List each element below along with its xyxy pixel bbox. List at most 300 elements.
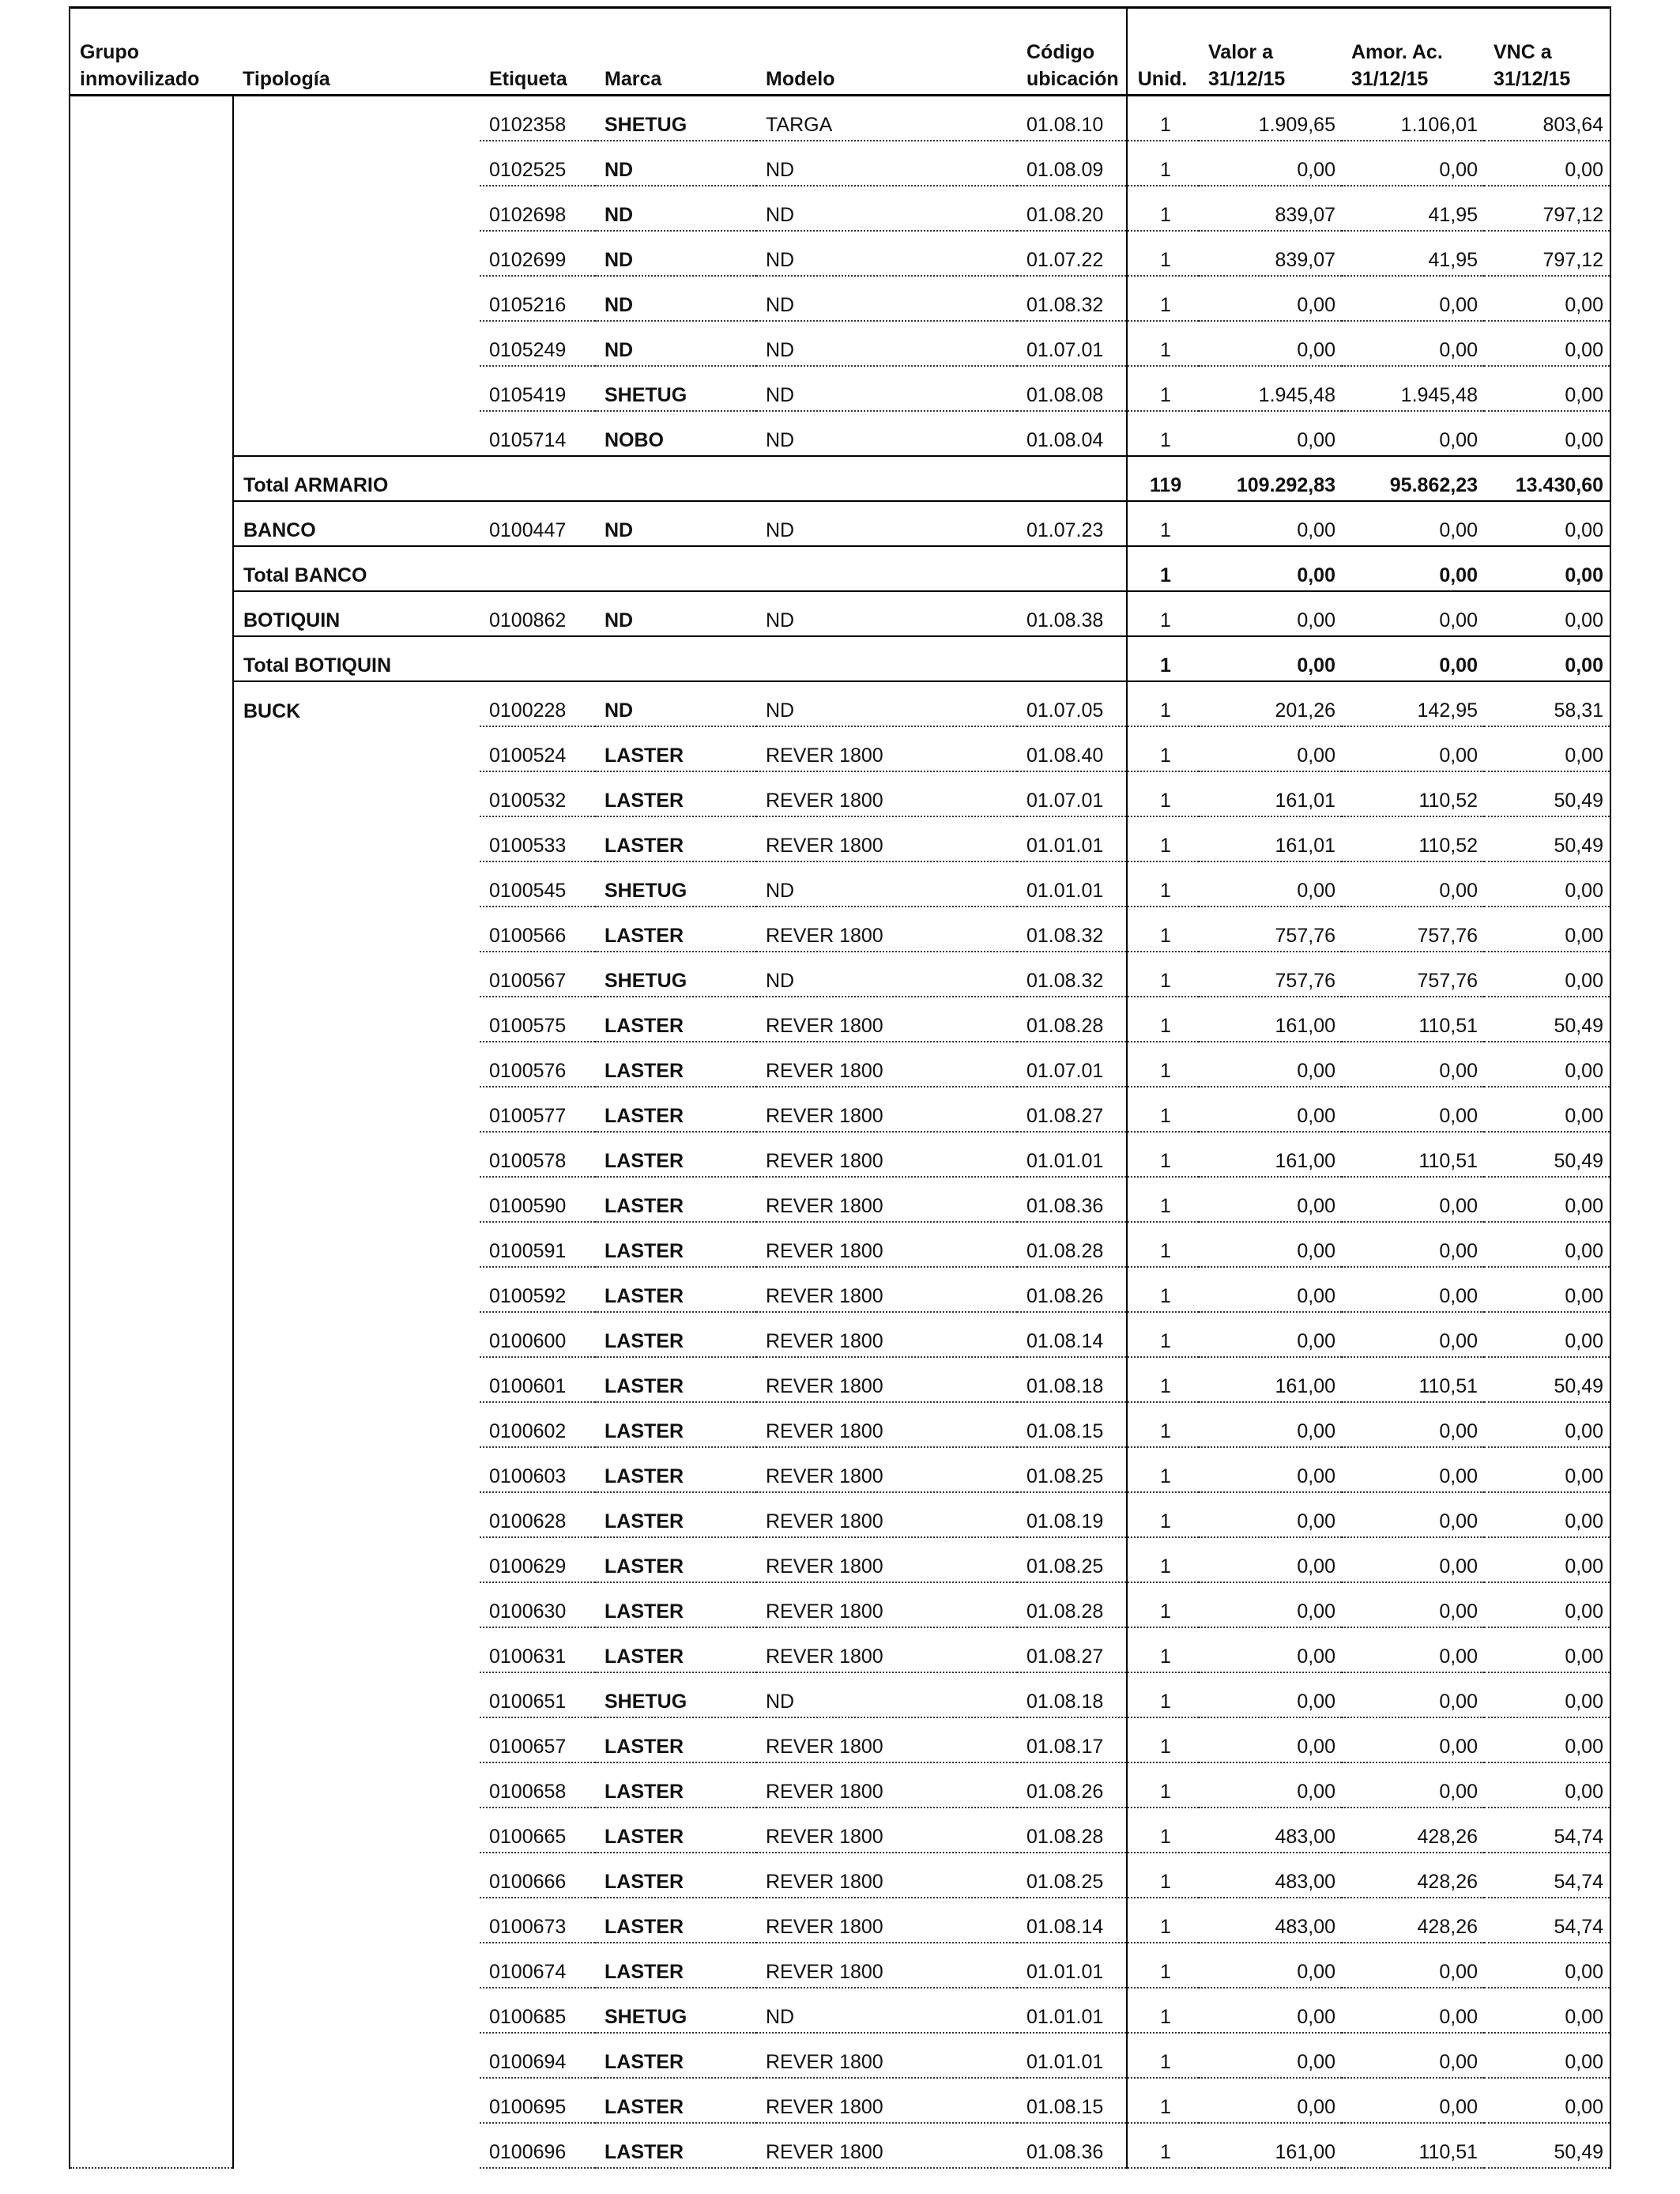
modelo-cell: REVER 1800 — [756, 1087, 1017, 1132]
grupo-cell — [70, 501, 233, 546]
unid-cell: 1 — [1127, 1312, 1199, 1357]
vnc-cell: 0,00 — [1484, 546, 1610, 591]
grupo-cell — [70, 1087, 233, 1132]
grupo-cell — [70, 1312, 233, 1357]
amor-cell: 0,00 — [1342, 1943, 1484, 1988]
codigo-cell: 01.01.01 — [1017, 1943, 1127, 1988]
modelo-cell: REVER 1800 — [756, 907, 1017, 952]
etiqueta-cell: 0105249 — [480, 321, 595, 366]
unid-cell: 1 — [1127, 1853, 1199, 1898]
codigo-cell: 01.08.17 — [1017, 1717, 1127, 1762]
grupo-cell — [70, 1492, 233, 1537]
vnc-cell: 0,00 — [1484, 1988, 1610, 2033]
valor-cell: 0,00 — [1199, 546, 1342, 591]
marca-cell: SHETUG — [595, 366, 756, 411]
amor-cell: 0,00 — [1342, 636, 1484, 681]
unid-cell: 1 — [1127, 952, 1199, 997]
vnc-cell: 0,00 — [1484, 2078, 1610, 2123]
modelo-cell: REVER 1800 — [756, 1402, 1017, 1447]
tipologia-cell — [233, 1132, 480, 1177]
vnc-cell: 0,00 — [1484, 366, 1610, 411]
valor-cell: 161,00 — [1199, 997, 1342, 1042]
codigo-cell: 01.08.25 — [1017, 1537, 1127, 1582]
amor-cell: 142,95 — [1342, 681, 1484, 726]
vnc-cell: 797,12 — [1484, 186, 1610, 231]
valor-cell: 0,00 — [1199, 1537, 1342, 1582]
vnc-cell: 0,00 — [1484, 1717, 1610, 1762]
valor-cell: 483,00 — [1199, 1808, 1342, 1853]
table-row — [70, 681, 1610, 726]
grupo-cell — [70, 546, 233, 591]
amor-cell: 110,52 — [1342, 771, 1484, 816]
valor-cell: 0,00 — [1199, 411, 1342, 456]
amor-cell: 0,00 — [1342, 1087, 1484, 1132]
modelo-cell: REVER 1800 — [756, 1762, 1017, 1808]
amor-cell: 0,00 — [1342, 1402, 1484, 1447]
vnc-cell: 0,00 — [1484, 1177, 1610, 1222]
vnc-cell: 54,74 — [1484, 1898, 1610, 1943]
table-row — [70, 366, 1610, 411]
valor-cell: 0,00 — [1199, 276, 1342, 321]
etiqueta-cell: 0100590 — [480, 1177, 595, 1222]
amor-cell: 0,00 — [1342, 2078, 1484, 2123]
tipologia-cell — [233, 861, 480, 907]
codigo-cell: 01.08.28 — [1017, 1808, 1127, 1853]
modelo-cell: ND — [756, 681, 1017, 726]
table-row — [70, 276, 1610, 321]
unid-cell: 1 — [1127, 1672, 1199, 1717]
marca-cell: LASTER — [595, 2123, 756, 2168]
unid-cell: 1 — [1127, 2033, 1199, 2078]
codigo-cell: 01.08.32 — [1017, 276, 1127, 321]
etiqueta-cell: 0102699 — [480, 231, 595, 276]
valor-cell: 0,00 — [1199, 1988, 1342, 2033]
grupo-cell — [70, 276, 233, 321]
codigo-cell: 01.07.05 — [1017, 681, 1127, 726]
codigo-cell: 01.08.18 — [1017, 1357, 1127, 1402]
table-row — [70, 186, 1610, 231]
marca-cell: LASTER — [595, 726, 756, 771]
valor-cell: 0,00 — [1199, 1447, 1342, 1492]
marca-cell: SHETUG — [595, 96, 756, 141]
grupo-cell — [70, 1853, 233, 1898]
marca-cell: LASTER — [595, 771, 756, 816]
amor-cell: 110,52 — [1342, 816, 1484, 861]
table-row — [70, 1357, 1610, 1402]
vnc-cell: 0,00 — [1484, 1042, 1610, 1087]
codigo-cell: 01.08.09 — [1017, 141, 1127, 186]
table-row — [70, 2123, 1610, 2168]
valor-cell: 0,00 — [1199, 1492, 1342, 1537]
modelo-cell: REVER 1800 — [756, 2033, 1017, 2078]
unid-cell: 1 — [1127, 1762, 1199, 1808]
unid-cell: 1 — [1127, 1087, 1199, 1132]
tipologia-cell: BOTIQUIN — [233, 591, 480, 636]
codigo-cell: 01.08.28 — [1017, 1222, 1127, 1267]
marca-cell: NOBO — [595, 411, 756, 456]
modelo-cell: REVER 1800 — [756, 1492, 1017, 1537]
vnc-cell: 0,00 — [1484, 1312, 1610, 1357]
etiqueta-cell: 0100651 — [480, 1672, 595, 1717]
modelo-cell: REVER 1800 — [756, 1222, 1017, 1267]
amor-cell: 0,00 — [1342, 501, 1484, 546]
tipologia-cell — [233, 1312, 480, 1357]
amor-cell: 0,00 — [1342, 1537, 1484, 1582]
codigo-cell: 01.08.08 — [1017, 366, 1127, 411]
valor-cell: 839,07 — [1199, 186, 1342, 231]
tipologia-cell — [233, 726, 480, 771]
unid-cell: 1 — [1127, 1898, 1199, 1943]
inventory-sheet — [69, 6, 1610, 2169]
grupo-cell — [70, 2033, 233, 2078]
etiqueta-cell: 0100602 — [480, 1402, 595, 1447]
modelo-cell: ND — [756, 1988, 1017, 2033]
marca-cell: SHETUG — [595, 1988, 756, 2033]
tipologia-cell — [233, 907, 480, 952]
etiqueta-cell: 0100629 — [480, 1537, 595, 1582]
codigo-cell: 01.08.27 — [1017, 1087, 1127, 1132]
marca-cell: LASTER — [595, 1898, 756, 1943]
etiqueta-cell: 0105714 — [480, 411, 595, 456]
table-row — [70, 907, 1610, 952]
grupo-cell — [70, 952, 233, 997]
tipologia-cell — [233, 1627, 480, 1672]
modelo-cell: ND — [756, 501, 1017, 546]
vnc-cell: 54,74 — [1484, 1853, 1610, 1898]
unid-cell: 1 — [1127, 1988, 1199, 2033]
tipologia-cell: BUCK — [233, 681, 480, 726]
table-row — [70, 771, 1610, 816]
marca-cell: ND — [595, 186, 756, 231]
etiqueta-cell: 0100673 — [480, 1898, 595, 1943]
valor-cell: 161,00 — [1199, 1357, 1342, 1402]
modelo-cell: REVER 1800 — [756, 771, 1017, 816]
grupo-cell — [70, 726, 233, 771]
amor-cell: 0,00 — [1342, 411, 1484, 456]
amor-cell: 428,26 — [1342, 1898, 1484, 1943]
codigo-cell: 01.07.22 — [1017, 231, 1127, 276]
amor-cell: 428,26 — [1342, 1808, 1484, 1853]
unid-cell: 1 — [1127, 2123, 1199, 2168]
unid-cell: 1 — [1127, 861, 1199, 907]
valor-cell: 201,26 — [1199, 681, 1342, 726]
unid-cell: 1 — [1127, 321, 1199, 366]
vnc-cell: 0,00 — [1484, 1087, 1610, 1132]
vnc-cell: 0,00 — [1484, 1582, 1610, 1627]
grupo-cell — [70, 1988, 233, 2033]
valor-cell: 161,00 — [1199, 2123, 1342, 2168]
etiqueta-cell: 0100524 — [480, 726, 595, 771]
tipologia-cell — [233, 366, 480, 411]
valor-cell: 0,00 — [1199, 636, 1342, 681]
amor-cell: 0,00 — [1342, 276, 1484, 321]
grupo-cell — [70, 321, 233, 366]
header-modelo: Modelo — [756, 8, 1017, 96]
table-row — [70, 1898, 1610, 1943]
table-row — [70, 1402, 1610, 1447]
total-row — [70, 636, 1610, 681]
vnc-cell: 0,00 — [1484, 1222, 1610, 1267]
grupo-cell — [70, 1447, 233, 1492]
codigo-cell: 01.08.26 — [1017, 1267, 1127, 1312]
modelo-cell: ND — [756, 952, 1017, 997]
tipologia-cell — [233, 186, 480, 231]
vnc-cell: 0,00 — [1484, 501, 1610, 546]
grupo-cell — [70, 1357, 233, 1402]
etiqueta-cell: 0100657 — [480, 1717, 595, 1762]
tipologia-cell — [233, 276, 480, 321]
etiqueta-cell: 0100631 — [480, 1627, 595, 1672]
vnc-cell: 0,00 — [1484, 1537, 1610, 1582]
valor-cell: 1.909,65 — [1199, 96, 1342, 141]
amor-cell: 110,51 — [1342, 2123, 1484, 2168]
tipologia-cell — [233, 1762, 480, 1808]
table-header — [70, 8, 1610, 96]
etiqueta-cell: 0100600 — [480, 1312, 595, 1357]
marca-cell: LASTER — [595, 1492, 756, 1537]
unid-cell: 1 — [1127, 997, 1199, 1042]
vnc-cell: 50,49 — [1484, 1357, 1610, 1402]
marca-cell: LASTER — [595, 1357, 756, 1402]
valor-cell: 0,00 — [1199, 1222, 1342, 1267]
amor-cell: 0,00 — [1342, 1492, 1484, 1537]
codigo-cell: 01.07.01 — [1017, 771, 1127, 816]
modelo-cell: REVER 1800 — [756, 726, 1017, 771]
modelo-cell: REVER 1800 — [756, 816, 1017, 861]
marca-cell: SHETUG — [595, 952, 756, 997]
amor-cell: 0,00 — [1342, 861, 1484, 907]
unid-cell: 1 — [1127, 1267, 1199, 1312]
grupo-cell — [70, 1672, 233, 1717]
unid-cell: 1 — [1127, 366, 1199, 411]
codigo-cell: 01.01.01 — [1017, 816, 1127, 861]
marca-cell: LASTER — [595, 2033, 756, 2078]
etiqueta-cell: 0105419 — [480, 366, 595, 411]
marca-cell: LASTER — [595, 1808, 756, 1853]
etiqueta-cell: 0100576 — [480, 1042, 595, 1087]
amor-cell: 757,76 — [1342, 952, 1484, 997]
table-row — [70, 1672, 1610, 1717]
codigo-cell: 01.01.01 — [1017, 2033, 1127, 2078]
table-row — [70, 141, 1610, 186]
valor-cell: 0,00 — [1199, 1267, 1342, 1312]
vnc-cell: 0,00 — [1484, 1627, 1610, 1672]
grupo-cell — [70, 186, 233, 231]
grupo-cell — [70, 816, 233, 861]
etiqueta-cell: 0100591 — [480, 1222, 595, 1267]
grupo-cell — [70, 366, 233, 411]
grupo-cell — [70, 1717, 233, 1762]
modelo-cell: REVER 1800 — [756, 1132, 1017, 1177]
unid-cell: 1 — [1127, 1222, 1199, 1267]
marca-cell: ND — [595, 681, 756, 726]
vnc-cell: 50,49 — [1484, 816, 1610, 861]
codigo-cell: 01.08.28 — [1017, 997, 1127, 1042]
etiqueta-cell: 0100578 — [480, 1132, 595, 1177]
amor-cell: 1.945,48 — [1342, 366, 1484, 411]
tipologia-cell — [233, 96, 480, 141]
table-row — [70, 952, 1610, 997]
table-row — [70, 231, 1610, 276]
table-row — [70, 1042, 1610, 1087]
marca-cell: LASTER — [595, 1042, 756, 1087]
grupo-cell — [70, 231, 233, 276]
modelo-cell: ND — [756, 411, 1017, 456]
grupo-cell — [70, 2123, 233, 2168]
tipologia-cell — [233, 1087, 480, 1132]
etiqueta-cell: 0100575 — [480, 997, 595, 1042]
etiqueta-cell: 0102698 — [480, 186, 595, 231]
header-codigo: Código ubicación — [1017, 8, 1127, 96]
tipologia-cell — [233, 1177, 480, 1222]
modelo-cell: REVER 1800 — [756, 1312, 1017, 1357]
vnc-cell: 0,00 — [1484, 861, 1610, 907]
total-label: Total BANCO — [233, 546, 1127, 591]
header-tipologia: Tipología — [233, 8, 480, 96]
vnc-cell: 0,00 — [1484, 276, 1610, 321]
header-amor: Amor. Ac. 31/12/15 — [1342, 8, 1484, 96]
modelo-cell: REVER 1800 — [756, 1042, 1017, 1087]
codigo-cell: 01.08.20 — [1017, 186, 1127, 231]
valor-cell: 0,00 — [1199, 2078, 1342, 2123]
vnc-cell: 0,00 — [1484, 726, 1610, 771]
marca-cell: LASTER — [595, 1537, 756, 1582]
marca-cell: ND — [595, 276, 756, 321]
valor-cell: 0,00 — [1199, 591, 1342, 636]
etiqueta-cell: 0100567 — [480, 952, 595, 997]
grupo-cell — [70, 1402, 233, 1447]
unid-cell: 1 — [1127, 1177, 1199, 1222]
valor-cell: 0,00 — [1199, 1582, 1342, 1627]
grupo-cell — [70, 1762, 233, 1808]
grupo-cell — [70, 1808, 233, 1853]
marca-cell: LASTER — [595, 1132, 756, 1177]
header-unid: Unid. — [1127, 8, 1199, 96]
valor-cell: 0,00 — [1199, 861, 1342, 907]
modelo-cell: TARGA — [756, 96, 1017, 141]
table-row — [70, 1312, 1610, 1357]
tipologia-cell — [233, 2078, 480, 2123]
marca-cell: LASTER — [595, 1717, 756, 1762]
table-row — [70, 96, 1610, 141]
modelo-cell: REVER 1800 — [756, 1267, 1017, 1312]
tipologia-cell — [233, 411, 480, 456]
codigo-cell: 01.08.40 — [1017, 726, 1127, 771]
amor-cell: 0,00 — [1342, 321, 1484, 366]
table-row — [70, 1808, 1610, 1853]
grupo-cell — [70, 1042, 233, 1087]
unid-cell: 1 — [1127, 231, 1199, 276]
modelo-cell: REVER 1800 — [756, 1898, 1017, 1943]
marca-cell: LASTER — [595, 1087, 756, 1132]
unid-cell: 1 — [1127, 186, 1199, 231]
amor-cell: 41,95 — [1342, 231, 1484, 276]
valor-cell: 0,00 — [1199, 726, 1342, 771]
amor-cell: 0,00 — [1342, 1222, 1484, 1267]
etiqueta-cell: 0100630 — [480, 1582, 595, 1627]
valor-cell: 483,00 — [1199, 1853, 1342, 1898]
valor-cell: 0,00 — [1199, 1762, 1342, 1808]
table-row — [70, 1222, 1610, 1267]
codigo-cell: 01.08.32 — [1017, 952, 1127, 997]
table-row — [70, 2078, 1610, 2123]
amor-cell: 0,00 — [1342, 591, 1484, 636]
codigo-cell: 01.01.01 — [1017, 1988, 1127, 2033]
table-row — [70, 501, 1610, 546]
valor-cell: 0,00 — [1199, 1177, 1342, 1222]
etiqueta-cell: 0102525 — [480, 141, 595, 186]
tipologia-cell — [233, 141, 480, 186]
tipologia-cell — [233, 1582, 480, 1627]
valor-cell: 757,76 — [1199, 907, 1342, 952]
total-row — [70, 546, 1610, 591]
unid-cell: 1 — [1127, 816, 1199, 861]
total-label: Total BOTIQUIN — [233, 636, 1127, 681]
etiqueta-cell: 0100665 — [480, 1808, 595, 1853]
valor-cell: 0,00 — [1199, 1627, 1342, 1672]
grupo-cell — [70, 141, 233, 186]
valor-cell: 161,01 — [1199, 816, 1342, 861]
table-row — [70, 2033, 1610, 2078]
unid-cell: 1 — [1127, 636, 1199, 681]
amor-cell: 0,00 — [1342, 1627, 1484, 1672]
table-row — [70, 1492, 1610, 1537]
modelo-cell: ND — [756, 231, 1017, 276]
modelo-cell: REVER 1800 — [756, 2078, 1017, 2123]
etiqueta-cell: 0100592 — [480, 1267, 595, 1312]
tipologia-cell — [233, 997, 480, 1042]
unid-cell: 1 — [1127, 96, 1199, 141]
codigo-cell: 01.08.38 — [1017, 591, 1127, 636]
modelo-cell: ND — [756, 321, 1017, 366]
modelo-cell: REVER 1800 — [756, 1177, 1017, 1222]
tipologia-cell — [233, 1808, 480, 1853]
grupo-cell — [70, 771, 233, 816]
table-row — [70, 1943, 1610, 1988]
modelo-cell: REVER 1800 — [756, 1447, 1017, 1492]
header-valor: Valor a 31/12/15 — [1199, 8, 1342, 96]
valor-cell: 483,00 — [1199, 1898, 1342, 1943]
valor-cell: 0,00 — [1199, 1672, 1342, 1717]
modelo-cell: REVER 1800 — [756, 1627, 1017, 1672]
codigo-cell: 01.08.18 — [1017, 1672, 1127, 1717]
modelo-cell: ND — [756, 141, 1017, 186]
marca-cell: LASTER — [595, 1312, 756, 1357]
vnc-cell: 0,00 — [1484, 952, 1610, 997]
etiqueta-cell: 0100628 — [480, 1492, 595, 1537]
codigo-cell: 01.08.15 — [1017, 1402, 1127, 1447]
table-row — [70, 1582, 1610, 1627]
vnc-cell: 50,49 — [1484, 771, 1610, 816]
valor-cell: 0,00 — [1199, 321, 1342, 366]
grupo-cell — [70, 1898, 233, 1943]
etiqueta-cell: 0100666 — [480, 1853, 595, 1898]
marca-cell: ND — [595, 231, 756, 276]
tipologia-cell — [233, 1357, 480, 1402]
table-row — [70, 726, 1610, 771]
amor-cell: 0,00 — [1342, 1762, 1484, 1808]
amor-cell: 757,76 — [1342, 907, 1484, 952]
marca-cell: LASTER — [595, 1222, 756, 1267]
etiqueta-cell: 0100228 — [480, 681, 595, 726]
valor-cell: 109.292,83 — [1199, 456, 1342, 501]
unid-cell: 1 — [1127, 1402, 1199, 1447]
unid-cell: 1 — [1127, 1717, 1199, 1762]
amor-cell: 0,00 — [1342, 141, 1484, 186]
tipologia-cell — [233, 1988, 480, 2033]
marca-cell: LASTER — [595, 1402, 756, 1447]
tipologia-cell — [233, 1672, 480, 1717]
